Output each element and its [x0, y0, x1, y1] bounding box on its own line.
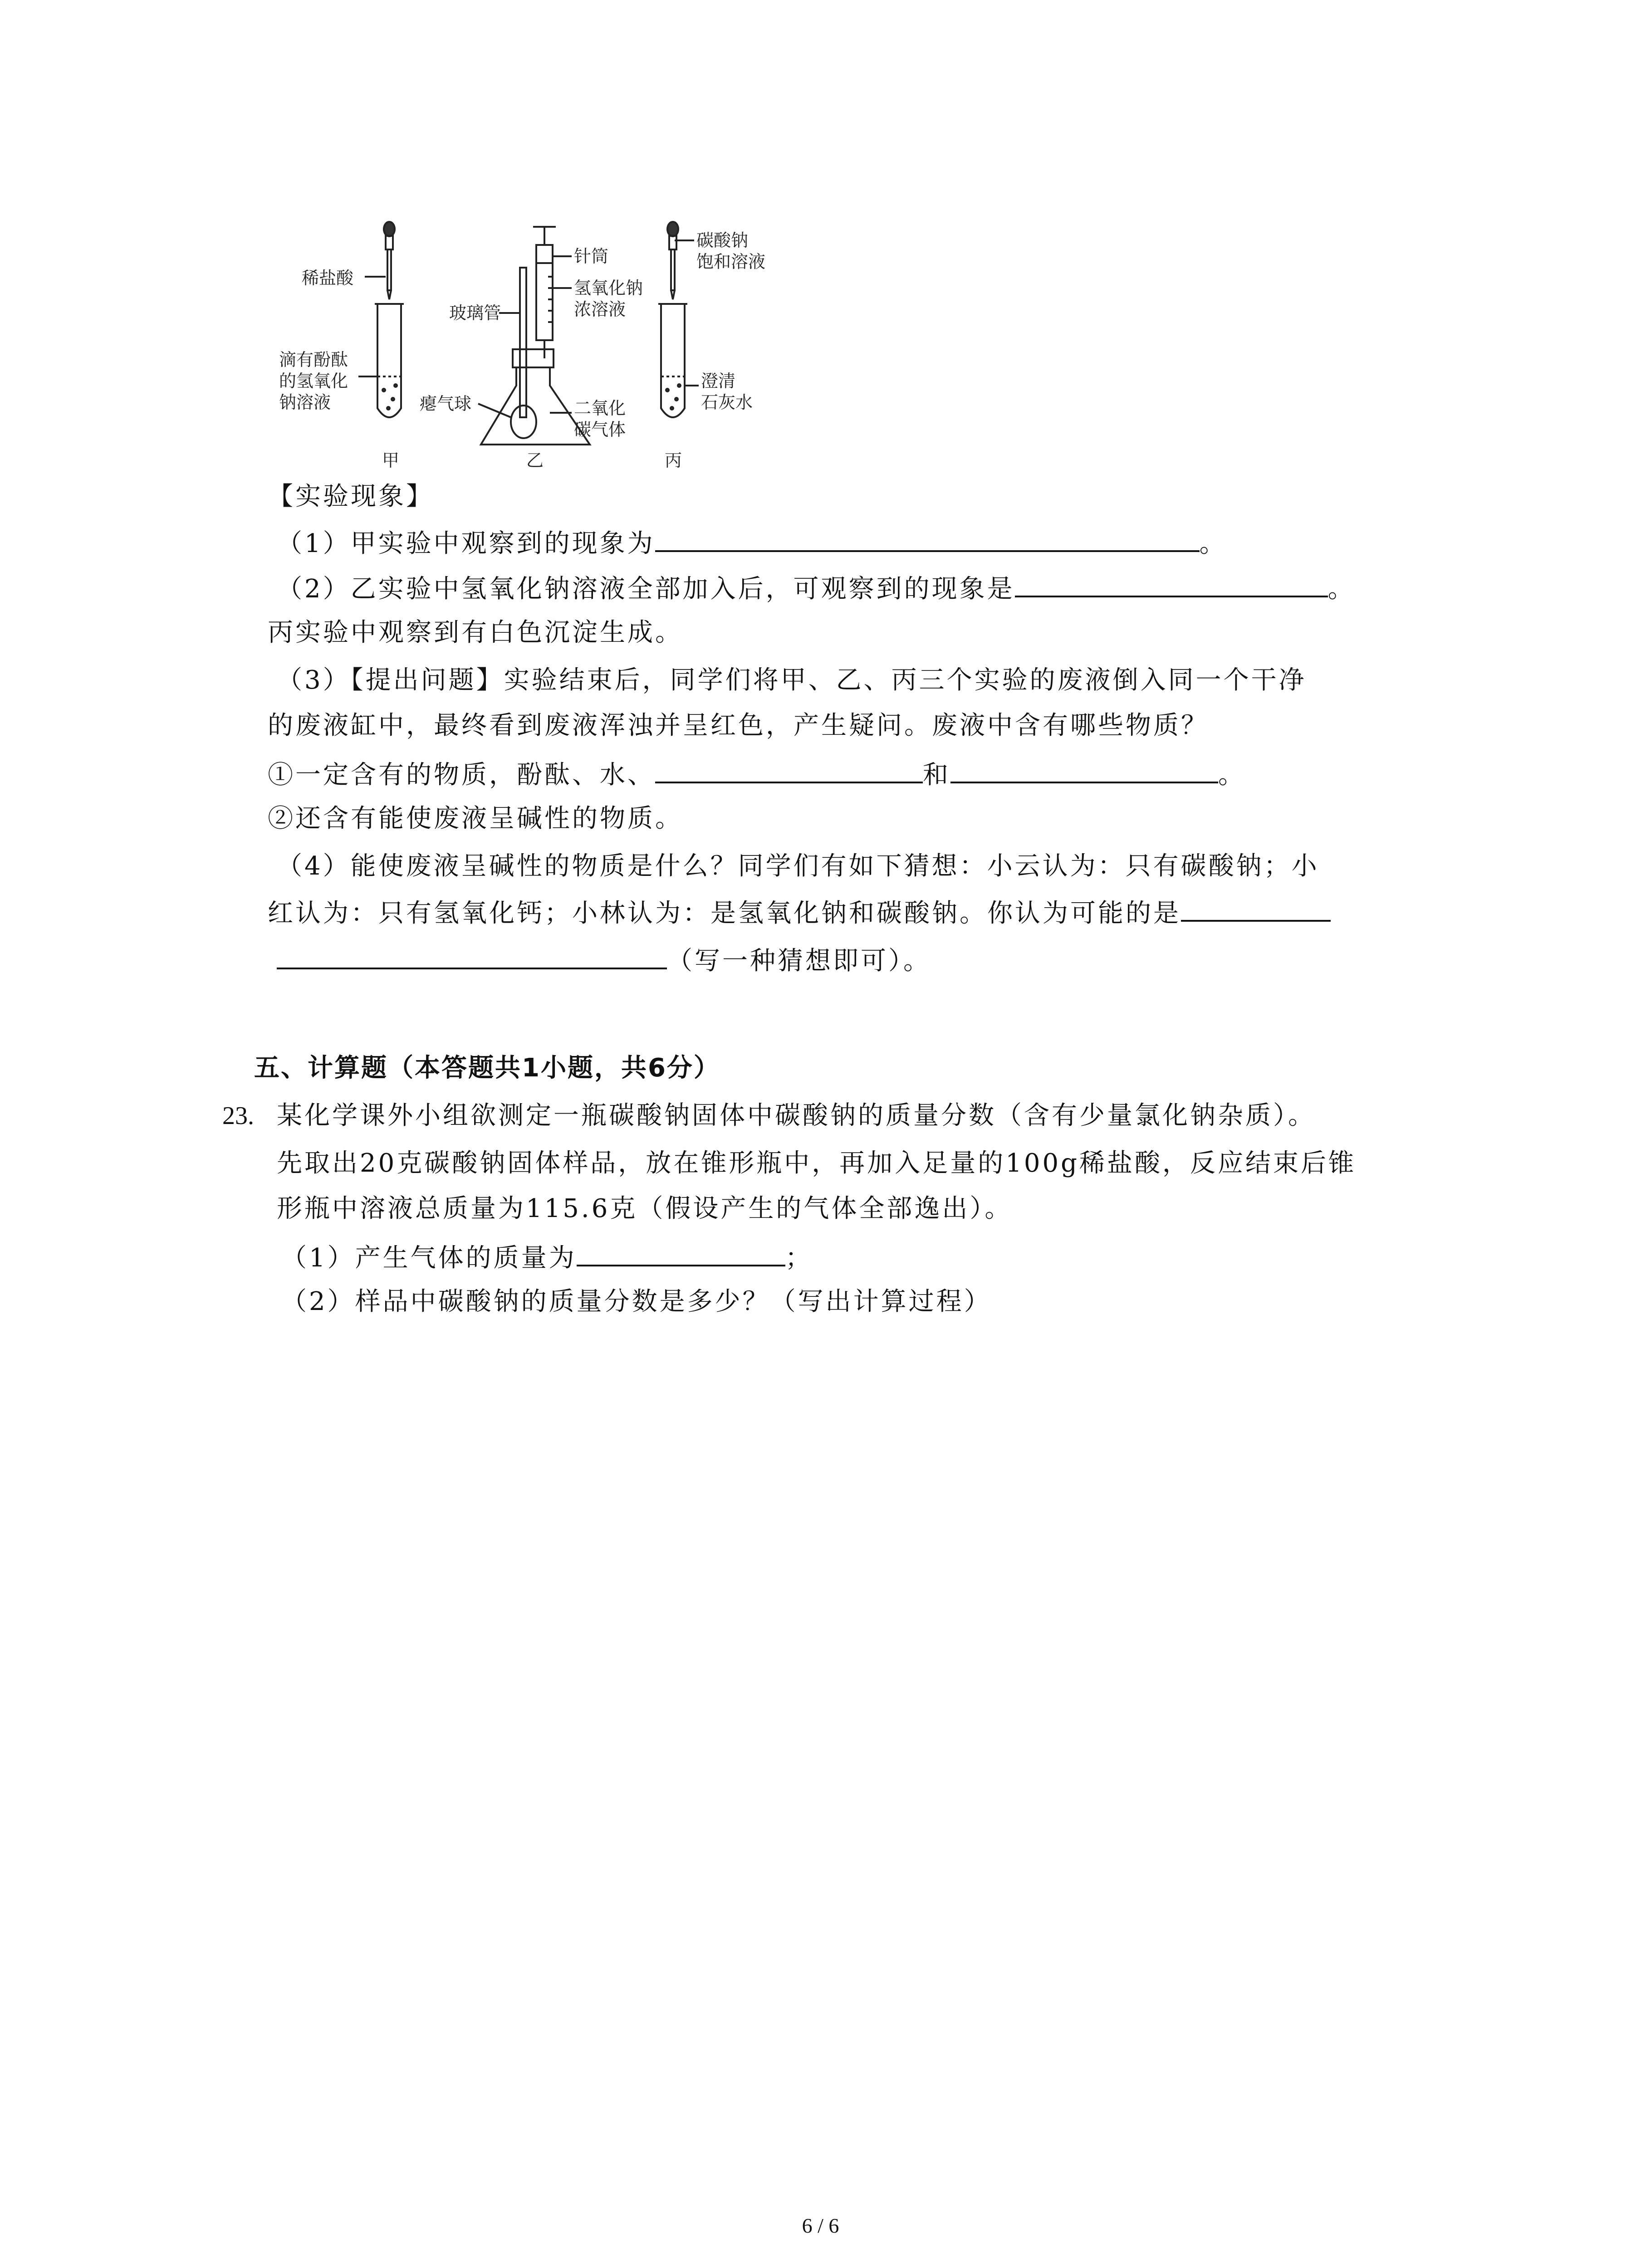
question-4-line1: （4）能使废液呈碱性的物质是什么？同学们有如下猜想：小云认为：只有碳酸钠；小: [277, 851, 1319, 881]
question-2-line2: 丙实验中观察到有白色沉淀生成。: [268, 618, 683, 647]
label-syringe: 针筒: [574, 246, 609, 266]
answer-blank-1[interactable]: [655, 524, 1200, 552]
label-balloon: 瘪气球: [420, 394, 472, 414]
dropper-jia: [365, 222, 395, 299]
label-glass-tube: 玻璃管: [449, 303, 501, 323]
test-tube-bing: [658, 304, 699, 417]
question-3-item1: ①一定含有的物质，酚酞、水、 和 。: [268, 755, 1246, 793]
question-23-line1: 某化学课外小组欲测定一瓶碳酸钠固体中碳酸钠的质量分数（含有少量氯化钠杂质）。: [277, 1101, 1316, 1130]
label-na2co3-2: 饱和溶液: [696, 252, 766, 272]
question-3-item2: ②还含有能使废液呈碱性的物质。: [268, 804, 683, 833]
test-tube-jia: [358, 304, 404, 417]
answer-blank-2[interactable]: [1015, 569, 1328, 597]
answer-blank-23-1[interactable]: [577, 1238, 785, 1266]
answer-blank-4b[interactable]: [277, 941, 667, 969]
experiment-figure: [254, 213, 821, 476]
question-23-line3: 形瓶中溶液总质量为115.6克（假设产生的气体全部逸出）。: [277, 1194, 1013, 1223]
conical-flask-yi: [478, 349, 590, 445]
answer-blank-3b[interactable]: [950, 755, 1218, 783]
page-number: 6 / 6: [802, 2214, 839, 2237]
label-dilute-hcl: 稀盐酸: [302, 268, 354, 288]
question-3-line1: （3）【提出问题】实验结束后，同学们将甲、乙、丙三个实验的废液倒入同一个干净: [277, 665, 1307, 695]
question-23-line2: 先取出20克碳酸钠固体样品，放在锥形瓶中，再加入足量的100g稀盐酸，反应结束后锥: [277, 1149, 1356, 1178]
caption-bing: 丙: [665, 450, 682, 470]
dropper-bing: [667, 222, 694, 299]
label-co2-1: 二氧化: [574, 398, 626, 418]
caption-yi: 乙: [526, 450, 544, 470]
label-phenol-naoh-3: 钠溶液: [279, 392, 331, 412]
question-2: （2）乙实验中氢氧化钠溶液全部加入后，可观察到的现象是 。: [277, 569, 1356, 607]
question-23-sub1: （1）产生气体的质量为 ；: [281, 1238, 813, 1276]
question-4-line3: （写一种猜想即可）。: [277, 941, 931, 979]
question-23-number: 23.: [222, 1102, 254, 1130]
answer-blank-3a[interactable]: [655, 755, 923, 783]
label-phenol-naoh-2: 的氢氧化: [279, 371, 348, 391]
question-4-line2: 红认为：只有氢氧化钙；小林认为：是氢氧化钠和碳酸钠。你认为可能的是: [268, 894, 1331, 932]
question-1: （1）甲实验中观察到的现象为 。: [277, 524, 1227, 562]
question-23-sub2: （2）样品中碳酸钠的质量分数是多少？（写出计算过程）: [281, 1287, 992, 1316]
label-naoh-conc-1: 氢氧化钠: [574, 278, 643, 298]
label-phenol-naoh-1: 滴有酚酞: [279, 350, 348, 370]
glass-tube-yi: [499, 268, 526, 417]
section-5-heading: 五、计算题（本答题共1小题，共6分）: [254, 1053, 720, 1083]
label-limewater-1: 澄清: [701, 371, 736, 391]
observation-heading: 【实验现象】: [268, 482, 434, 511]
label-naoh-conc-2: 浓溶液: [574, 299, 626, 319]
caption-jia: 甲: [382, 450, 400, 470]
label-na2co3-1: 碳酸钠: [696, 230, 749, 250]
label-co2-2: 碳气体: [574, 420, 626, 440]
question-3-line2: 的废液缸中，最终看到废液浑浊并呈红色，产生疑问。废液中含有哪些物质？: [268, 711, 1209, 740]
answer-blank-4a[interactable]: [1181, 894, 1331, 922]
syringe-yi: [533, 227, 572, 358]
label-limewater-2: 石灰水: [701, 392, 753, 412]
